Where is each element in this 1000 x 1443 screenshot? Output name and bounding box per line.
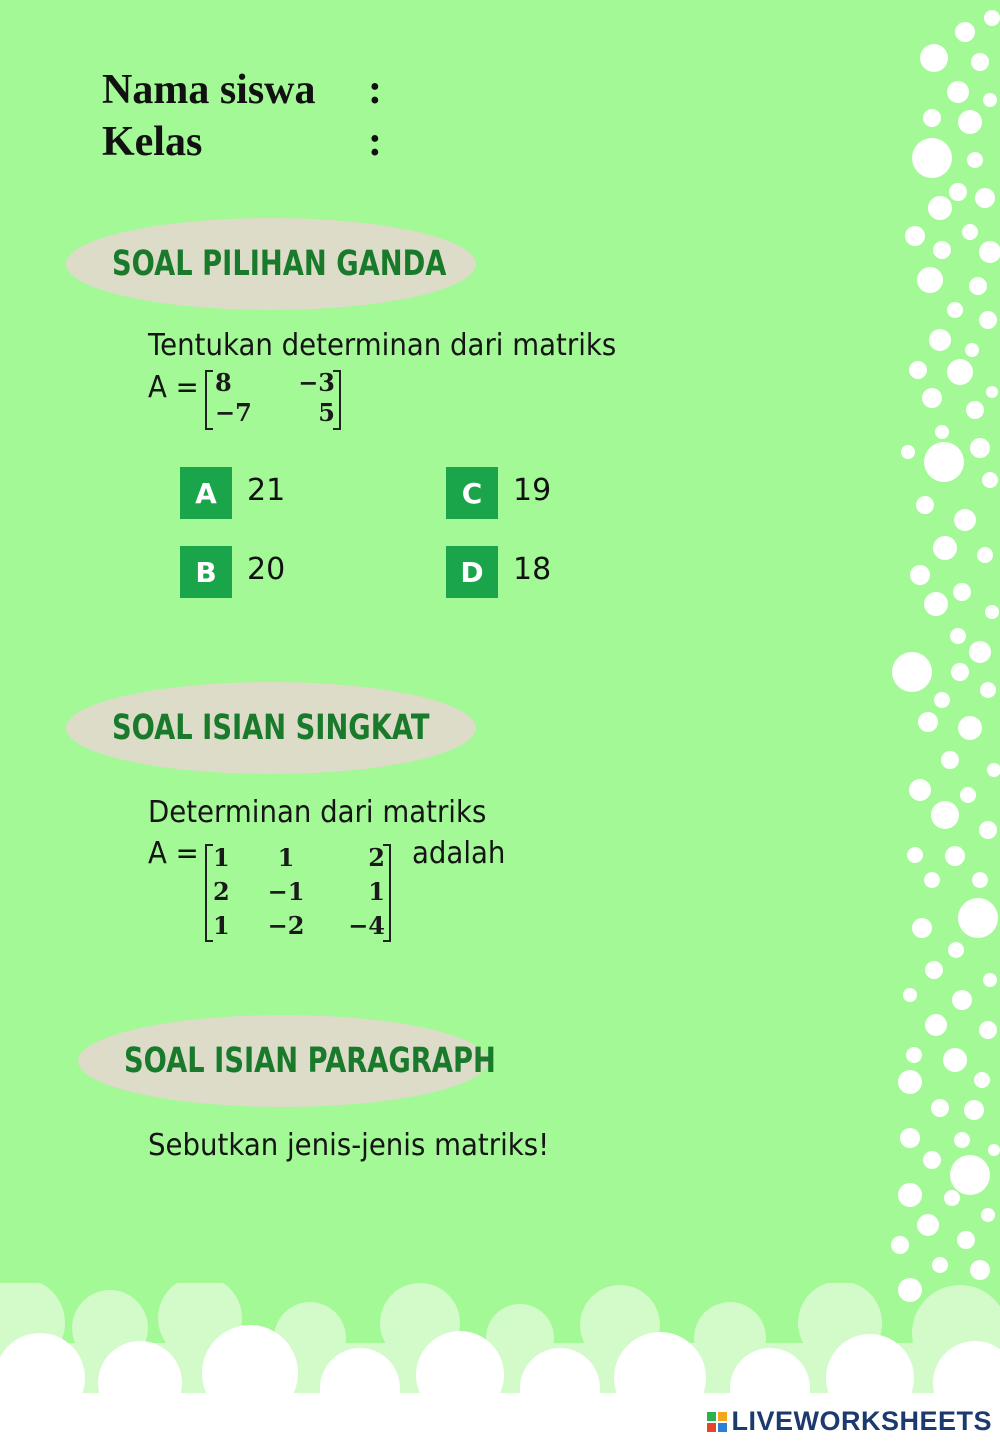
matrix-cell: −1 [267,876,305,906]
class-colon: : [368,119,382,165]
student-name-label: Nama siswa [102,67,316,113]
matrix-cell: 1 [368,876,385,906]
class-label: Kelas [102,119,203,165]
question-2-suffix: adalah [412,836,506,871]
section-pilihan-ganda-header [66,218,476,310]
section-title: SOAL ISIAN SINGKAT [112,708,430,748]
option-c-value: 19 [513,473,552,508]
matrix-2x2 [205,367,341,430]
matrix-cell: −3 [298,367,335,397]
matrix-cell: 8 [215,367,232,397]
matrix-cell: 2 [213,876,230,906]
left-bracket [205,844,213,942]
matrix-prefix: A = [148,836,199,871]
option-a-button[interactable]: A [180,467,232,519]
matrix-cell: 1 [213,842,230,872]
matrix-cell: −2 [267,910,305,940]
section-title: SOAL ISIAN PARAGRAPH [124,1041,496,1081]
section-isian-paragraph-header [78,1015,496,1107]
section-title: SOAL PILIHAN GANDA [112,244,447,284]
matrix-cell: 2 [368,842,385,872]
matrix-cell: 1 [213,910,230,940]
matrix-prefix: A = [148,370,199,405]
matrix-cell: 1 [277,842,295,872]
logo-text: LIVEWORKSHEETS [731,1406,992,1436]
logo-mark-icon [707,1412,727,1432]
matrix-cell: −4 [348,910,385,940]
matrix-cell: 5 [318,397,335,427]
option-d-button[interactable]: D [446,546,498,598]
option-a-value: 21 [247,473,286,508]
question-1-text: Tentukan determinan dari matriks [148,328,617,363]
matrix-3x3 [205,844,391,942]
left-bracket [205,370,213,430]
option-b-value: 20 [247,552,286,587]
matrix-cell: −7 [215,397,252,427]
question-2-text: Determinan dari matriks [148,795,487,830]
section-isian-singkat-header [66,682,476,774]
liveworksheets-logo [707,1406,992,1437]
question-3-text: Sebutkan jenis-jenis matriks! [148,1128,550,1163]
option-d-value: 18 [513,552,552,587]
option-b-button[interactable]: B [180,546,232,598]
decorative-dots [870,0,1000,1330]
student-name-colon: : [368,67,382,113]
option-c-button[interactable]: C [446,467,498,519]
